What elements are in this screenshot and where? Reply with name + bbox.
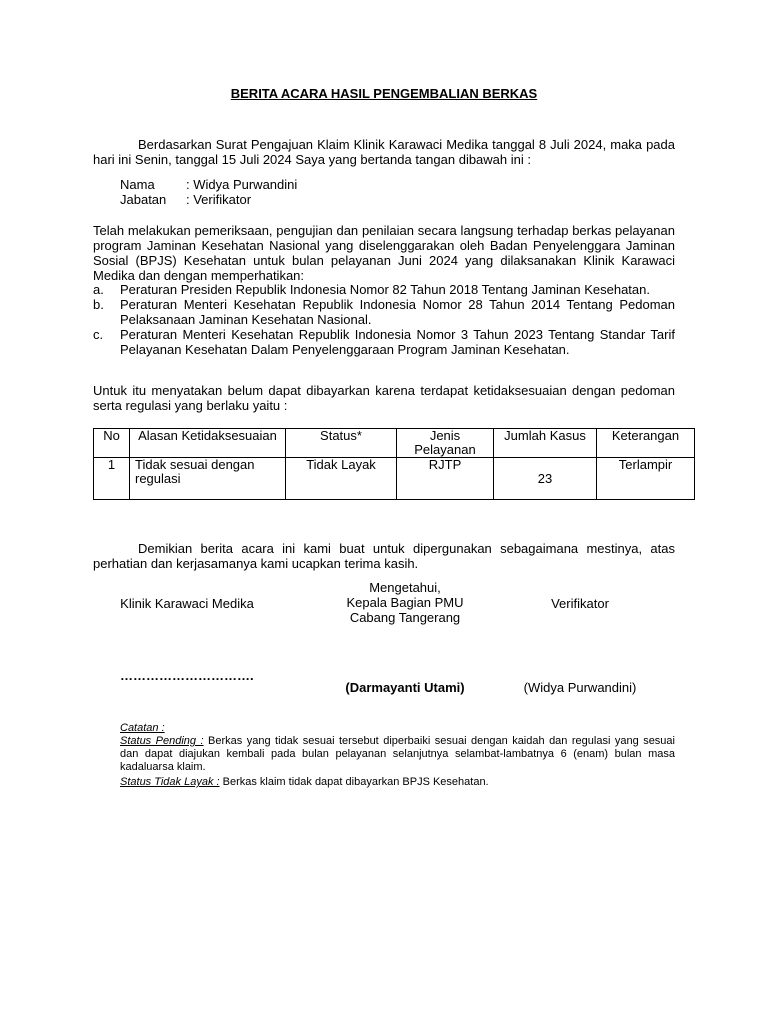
discrepancy-table <box>93 428 695 500</box>
regulation-list <box>93 282 675 357</box>
list-text: Peraturan Presiden Republik Indonesia Nomor 82 Tahun 2018 Tentang Jaminan Kesehatan. <box>120 282 650 297</box>
ack-line-1: Mengetahui, <box>369 580 441 595</box>
header-remarks: Keterangan <box>597 429 695 458</box>
header-service-type: Jenis Pelayanan <box>397 429 494 458</box>
acknowledger-name: (Darmayanti Utami) <box>345 680 465 695</box>
identity-name-row <box>120 177 297 192</box>
table-row <box>94 458 695 500</box>
verifier-name: (Widya Purwandini) <box>523 680 637 695</box>
list-text: Peraturan Menteri Kesehatan Republik Indonesia Nomor 28 Tahun 2014 Tentang Pedoman Pelaksanaan Jaminan Kesehatan Nasional. <box>120 297 675 327</box>
cell-reason: Tidak sesuai dengan regulasi <box>130 458 286 500</box>
list-item <box>93 297 675 327</box>
identity-position-row <box>120 192 251 207</box>
note-pending-text: Berkas yang tidak sesuai tersebut diperbaiki sesuai dengan kaidah dan regulasi yang sesuai dan dapat diajukan kembali pada bulan pelayanan selanjutnya selambat-lambatnya 6 (enam) bulan masa kadaluarsa klaim. <box>120 735 675 773</box>
list-text: Peraturan Menteri Kesehatan Republik Indonesia Nomor 3 Tahun 2023 Tentang Standar Tarif Pelayanan Kesehatan Dalam Penyelenggaraan Program Jaminan Kesehatan. <box>120 327 675 357</box>
verifier-label: Verifikator <box>551 596 609 611</box>
clinic-signatory-label: Klinik Karawaci Medika <box>120 596 254 611</box>
position-label: Jabatan <box>120 192 167 207</box>
list-marker: b. <box>93 297 104 312</box>
statement-paragraph: Untuk itu menyatakan belum dapat dibayarkan karena terdapat ketidaksesuaian dengan pedoman serta regulasi yang berlaku yaitu : <box>93 383 675 413</box>
closing-paragraph: Demikian berita acara ini kami buat untuk dipergunakan sebagaimana mestinya, atas perhatian dan kerjasamanya kami ucapkan terima kasih. <box>93 541 675 571</box>
note-pending <box>120 735 675 774</box>
ack-line-2: Kepala Bagian PMU <box>346 595 464 610</box>
note-pending-label: Status Pending : <box>120 735 204 747</box>
note-not-eligible-text: Berkas klaim tidak dapat dibayarkan BPJS Kesehatan. <box>219 776 489 788</box>
ack-line-3: Cabang Tangerang <box>349 610 461 625</box>
cell-remarks: Terlampir <box>597 458 695 500</box>
notes-section <box>120 722 675 789</box>
document-title: BERITA ACARA HASIL PENGEMBALIAN BERKAS <box>230 86 538 101</box>
list-item <box>93 282 675 297</box>
examination-paragraph: Telah melakukan pemeriksaan, pengujian dan penilaian secara langsung terhadap berkas pelayanan program Jaminan Kesehatan Nasional yang diselenggarakan oleh Badan Penyelenggara Jaminan Sosial (BPJS) Kesehatan untuk bulan pelayanan Juni 2024 yang dilaksanakan Klinik Karawaci Medika dan dengan memperhatikan: <box>93 223 675 283</box>
clinic-signature-line: …………………………. <box>120 668 254 683</box>
table-header-row <box>94 429 695 458</box>
list-item <box>93 327 675 357</box>
header-reason: Alasan Ketidaksesuaian <box>130 429 286 458</box>
header-no: No <box>94 429 130 458</box>
name-label: Nama <box>120 177 155 192</box>
note-not-eligible-label: Status Tidak Layak : <box>120 776 220 788</box>
position-value: : Verifikator <box>186 192 252 207</box>
acknowledger-block <box>315 580 495 625</box>
header-status: Status* <box>286 429 397 458</box>
header-case-count: Jumlah Kasus <box>494 429 597 458</box>
cell-case-count: 23 <box>494 458 597 500</box>
notes-heading: Catatan : <box>120 722 165 734</box>
cell-service-type: RJTP <box>397 458 494 500</box>
list-marker: a. <box>93 282 104 297</box>
cell-status: Tidak Layak <box>286 458 397 500</box>
intro-paragraph: Berdasarkan Surat Pengajuan Klaim Klinik Karawaci Medika tanggal 8 Juli 2024, maka pada hari ini Senin, tanggal 15 Juli 2024 Saya yang bertanda tangan dibawah ini : <box>93 137 675 167</box>
note-not-eligible <box>120 776 675 789</box>
cell-no: 1 <box>94 458 130 500</box>
name-value: : Widya Purwandini <box>186 177 298 192</box>
list-marker: c. <box>93 327 104 342</box>
